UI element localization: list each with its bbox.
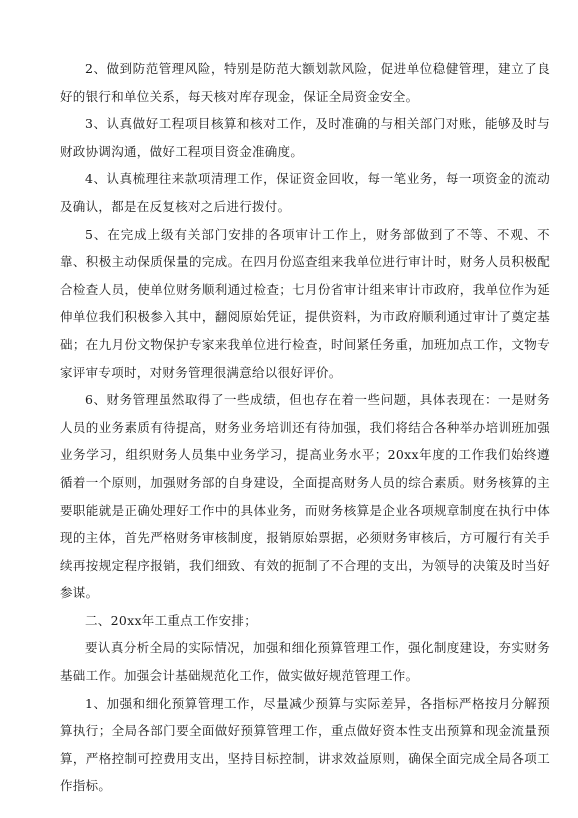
paragraph-item-4: 4、认真梳理往来款项清理工作，保证资金回收，每一笔业务，每一项资金的流动及确认，都是在反复核对之后进行拨付。	[60, 171, 550, 214]
paragraph-item-2: 2、做到防范管理风险，特别是防范大额划款风险，促进单位稳健管理，建立了良好的银行和单位关系，每天核对库存现金，保证全局资金安全。	[60, 61, 550, 104]
section-heading: 二、20xx年工重点工作安排；	[85, 612, 258, 628]
section-intro: 要认真分析全局的实际情况，加强和细化预算管理工作，强化制度建设，夯实财务基础工作。加强会计基础规范化工作，做实做好规范管理工作。	[60, 640, 550, 684]
paragraph-item-6: 6、财务管理虽然取得了一些成绩，但也存在着一些问题，具体表现在：一是财务人员的业务素质有待提高，财务业务培训还有待加强，我们将结合各种举办培训班加强业务学习，组织财务人员集中业务学习，提高业务水平；20xx年度的工作我们始终遵循着一个原则，加强财务部的自身建设，全面提高财务人员的综合素质。财务核算的主要职能就是正确处理好工作中的具体业务，而财务核算是企业各项规章制度在执行中体现的主体，首先严格财务审核制度，报销原始票据，必须财务审核后，方可履行有关手续再按规定程序报销，我们细致、有效的扼制了不合理的支出，为领导的决策及时当好参谋。	[60, 392, 550, 601]
paragraph-item-3: 3、认真做好工程项目核算和核对工作，及时准确的与相关部门对账，能够及时与财政协调沟通，做好工程项目资金准确度。	[60, 116, 550, 159]
document-body	[60, 55, 550, 800]
paragraph-item-5: 5、在完成上级有关部门安排的各项审计工作上，财务部做到了不等、不观、不靠、积极主动保质保量的完成。在四月份巡查组来我单位进行审计时，财务人员积极配合检查人员，使单位财务顺利通过检查；七月份省审计组来审计市政府，我单位作为延伸单位我们积极参入其中，翻阅原始凭证，提供资料，为市政府顺利通过审计了奠定基础；在九月份文物保护专家来我单位进行检查，时间紧任务重，加班加点工作，文物专家评审专项时，对财务管理很满意给以很好评价。	[60, 226, 550, 380]
plan-item-1: 1、加强和细化预算管理工作，尽量减少预算与实际差异，各指标严格按月分解预算执行；全局各部门要全面做好预算管理工作，重点做好资本性支出预算和现金流量预算，严格控制可控费用支出，坚持目标控制，讲求效益原则，确保全面完成全局各项工作指标。	[60, 695, 550, 794]
